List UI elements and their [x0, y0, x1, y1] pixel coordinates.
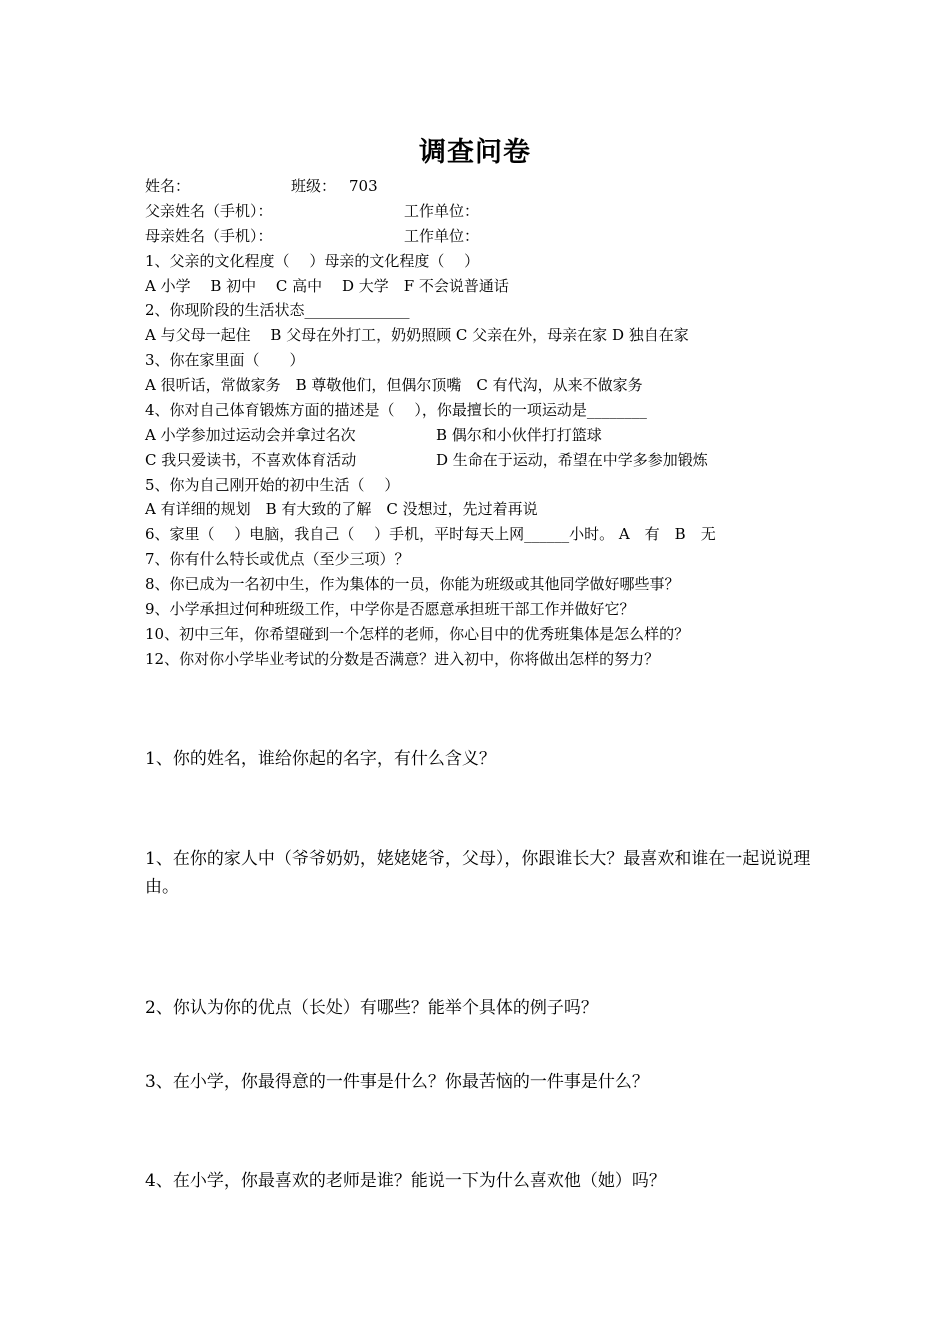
- open-question-favorite-teacher: 4、在小学，你最喜欢的老师是谁？能说一下为什么喜欢他（她）吗？: [145, 1171, 666, 1191]
- name-label: 姓名：: [145, 177, 191, 195]
- question-4: 4、你对自己体育锻炼方面的描述是（ ），你最擅长的一项运动是________: [145, 401, 647, 419]
- question-6: 6、家里（ ）电脑，我自己（ ）手机，平时每天上网______小时。 A 有 B 无: [145, 525, 716, 543]
- question-1: 1、父亲的文化程度（ ）母亲的文化程度（ ）: [145, 252, 480, 270]
- question-8: 8、你已成为一名初中生，作为集体的一员，你能为班级或其他同学做好哪些事？: [145, 575, 680, 593]
- mother-row: [145, 226, 545, 246]
- question-1-options: A 小学 B 初中 C 高中 D 大学 F 不会说普通话: [145, 277, 509, 295]
- question-9: 9、小学承担过何种班级工作，中学你是否愿意承担班干部工作并做好它？: [145, 600, 635, 618]
- class-value: 703: [349, 177, 378, 195]
- name-class-row: [145, 176, 545, 196]
- question-4-option-d: D 生命在于运动，希望在中学多参加锻炼: [436, 451, 708, 469]
- question-4-option-b: B 偶尔和小伙伴打打篮球: [436, 426, 602, 444]
- question-4-option-c: C 我只爱读书，不喜欢体育活动: [145, 451, 357, 469]
- question-4-options-row-2: [145, 450, 785, 470]
- mother-label: 母亲姓名（手机）：: [145, 227, 273, 245]
- question-5-options: A 有详细的规划 B 有大致的了解 C 没想过，先过着再说: [145, 500, 538, 518]
- question-4-option-a: A 小学参加过运动会并拿过名次: [145, 426, 356, 444]
- open-question-strengths: 2、你认为你的优点（长处）有哪些？能举个具体的例子吗？: [145, 998, 598, 1018]
- class-label: 班级：: [291, 177, 337, 195]
- question-10: 10、初中三年，你希望碰到一个怎样的老师，你心目中的优秀班集体是怎么样的？: [145, 625, 690, 643]
- question-12: 12、你对你小学毕业考试的分数是否满意？进入初中，你将做出怎样的努力？: [145, 650, 660, 668]
- mother-work-label: 工作单位：: [404, 227, 480, 245]
- open-question-family: 1、在你的家人中（爷爷奶奶，姥姥姥爷，父母），你跟谁长大？最喜欢和谁在一起说说理由。: [145, 849, 811, 897]
- father-work-label: 工作单位：: [404, 202, 480, 220]
- question-3-options: A 很听话，常做家务 B 尊敬他们，但偶尔顶嘴 C 有代沟，从来不做家务: [145, 376, 643, 394]
- question-7: 7、你有什么特长或优点（至少三项）？: [145, 550, 410, 568]
- question-2-options: A 与父母一起住 B 父母在外打工，奶奶照顾 C 父亲在外，母亲在家 D 独自在家: [145, 326, 689, 344]
- father-label: 父亲姓名（手机）：: [145, 202, 273, 220]
- page-title: 调查问卷: [419, 137, 531, 168]
- open-question-primary-school: 3、在小学，你最得意的一件事是什么？你最苦恼的一件事是什么？: [145, 1072, 649, 1092]
- question-5: 5、你为自己刚开始的初中生活（ ）: [145, 476, 400, 494]
- question-4-options-row-1: [145, 425, 785, 445]
- open-question-name: 1、你的姓名，谁给你起的名字，有什么含义？: [145, 749, 496, 769]
- father-row: [145, 201, 545, 221]
- question-2: 2、你现阶段的生活状态______________: [145, 301, 410, 319]
- question-3: 3、你在家里面（ ）: [145, 351, 305, 369]
